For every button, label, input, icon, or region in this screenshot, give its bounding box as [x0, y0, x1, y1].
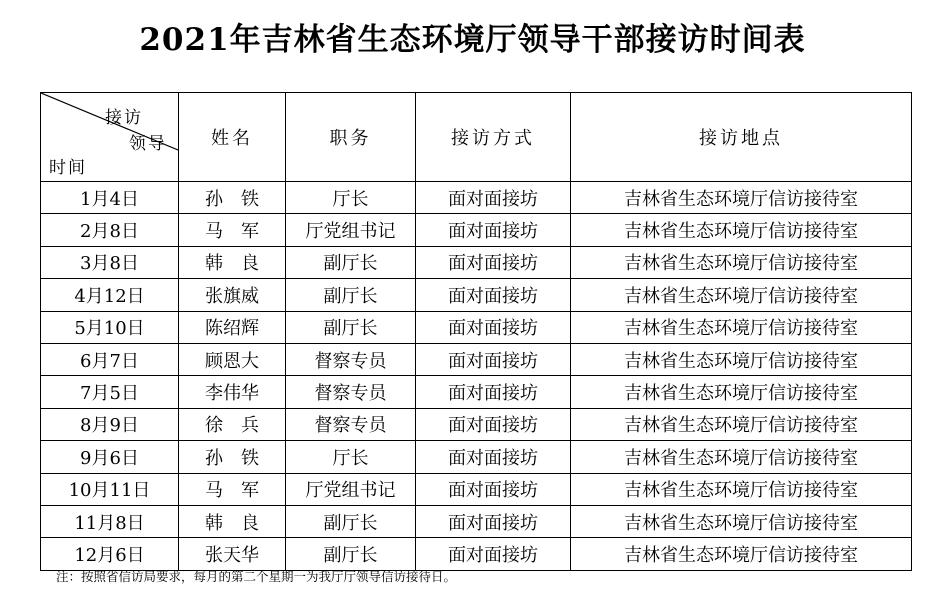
table-row — [41, 376, 912, 408]
diag-label-reception: 接访 — [105, 108, 143, 128]
table-row — [41, 279, 912, 311]
table-row — [41, 246, 912, 278]
table-row — [41, 214, 912, 246]
cell-method: 面对面接坊 — [416, 246, 571, 278]
cell-location: 吉林省生态环境厅信访接待室 — [571, 279, 912, 311]
cell-date: 2月8日 — [41, 214, 179, 246]
cell-position: 副厅长 — [286, 279, 416, 311]
header-location: 接访地点 — [571, 93, 912, 182]
cell-location: 吉林省生态环境厅信访接待室 — [571, 473, 912, 505]
cell-position: 督察专员 — [286, 408, 416, 440]
cell-method: 面对面接坊 — [416, 441, 571, 473]
table-body — [41, 182, 912, 571]
table-header-row — [41, 93, 912, 182]
cell-location: 吉林省生态环境厅信访接待室 — [571, 376, 912, 408]
cell-date: 6月7日 — [41, 343, 179, 375]
reception-schedule-table — [40, 92, 912, 571]
page-title: 2021年吉林省生态环境厅领导干部接访时间表 — [139, 22, 806, 58]
table-row — [41, 311, 912, 343]
footnote: 注：按照省信访局要求，每月的第二个星期一为我厅厅领导信访接待日。 — [56, 569, 457, 584]
cell-position: 厅长 — [286, 182, 416, 214]
cell-date: 10月11日 — [41, 473, 179, 505]
cell-name: 李伟华 — [179, 376, 286, 408]
cell-name: 韩 良 — [179, 505, 286, 537]
cell-location: 吉林省生态环境厅信访接待室 — [571, 538, 912, 570]
cell-name: 韩 良 — [179, 246, 286, 278]
cell-date: 11月8日 — [41, 505, 179, 537]
diag-label-time: 时间 — [49, 158, 87, 178]
cell-date: 7月5日 — [41, 376, 179, 408]
cell-method: 面对面接坊 — [416, 376, 571, 408]
cell-position: 督察专员 — [286, 376, 416, 408]
cell-method: 面对面接坊 — [416, 182, 571, 214]
table-row — [41, 538, 912, 570]
cell-position: 副厅长 — [286, 311, 416, 343]
cell-position: 副厅长 — [286, 505, 416, 537]
cell-method: 面对面接坊 — [416, 473, 571, 505]
cell-position: 厅长 — [286, 441, 416, 473]
table-row — [41, 182, 912, 214]
table-row — [41, 343, 912, 375]
table-row — [41, 505, 912, 537]
cell-method: 面对面接坊 — [416, 279, 571, 311]
header-name: 姓名 — [179, 93, 286, 182]
cell-method: 面对面接坊 — [416, 538, 571, 570]
cell-method: 面对面接坊 — [416, 311, 571, 343]
cell-method: 面对面接坊 — [416, 214, 571, 246]
header-position: 职务 — [286, 93, 416, 182]
table-row — [41, 441, 912, 473]
cell-name: 孙 铁 — [179, 441, 286, 473]
cell-location: 吉林省生态环境厅信访接待室 — [571, 505, 912, 537]
cell-name: 孙 铁 — [179, 182, 286, 214]
cell-location: 吉林省生态环境厅信访接待室 — [571, 311, 912, 343]
cell-position: 副厅长 — [286, 538, 416, 570]
cell-date: 12月6日 — [41, 538, 179, 570]
cell-date: 5月10日 — [41, 311, 179, 343]
cell-name: 马 军 — [179, 214, 286, 246]
cell-method: 面对面接坊 — [416, 343, 571, 375]
cell-location: 吉林省生态环境厅信访接待室 — [571, 214, 912, 246]
table-row — [41, 408, 912, 440]
cell-position: 副厅长 — [286, 246, 416, 278]
cell-name: 陈绍辉 — [179, 311, 286, 343]
diag-label-leader: 领导 — [129, 134, 167, 154]
cell-date: 3月8日 — [41, 246, 179, 278]
cell-location: 吉林省生态环境厅信访接待室 — [571, 182, 912, 214]
cell-location: 吉林省生态环境厅信访接待室 — [571, 246, 912, 278]
cell-date: 8月9日 — [41, 408, 179, 440]
header-method: 接访方式 — [416, 93, 571, 182]
cell-date: 9月6日 — [41, 441, 179, 473]
diagonal-header-cell — [41, 93, 179, 182]
table-row — [41, 473, 912, 505]
cell-date: 4月12日 — [41, 279, 179, 311]
cell-location: 吉林省生态环境厅信访接待室 — [571, 343, 912, 375]
cell-location: 吉林省生态环境厅信访接待室 — [571, 408, 912, 440]
cell-position: 厅党组书记 — [286, 473, 416, 505]
cell-location: 吉林省生态环境厅信访接待室 — [571, 441, 912, 473]
cell-name: 张天华 — [179, 538, 286, 570]
cell-position: 厅党组书记 — [286, 214, 416, 246]
cell-name: 徐 兵 — [179, 408, 286, 440]
cell-name: 马 军 — [179, 473, 286, 505]
cell-method: 面对面接坊 — [416, 505, 571, 537]
cell-name: 顾恩大 — [179, 343, 286, 375]
cell-date: 1月4日 — [41, 182, 179, 214]
cell-position: 督察专员 — [286, 343, 416, 375]
cell-method: 面对面接坊 — [416, 408, 571, 440]
cell-name: 张旗威 — [179, 279, 286, 311]
